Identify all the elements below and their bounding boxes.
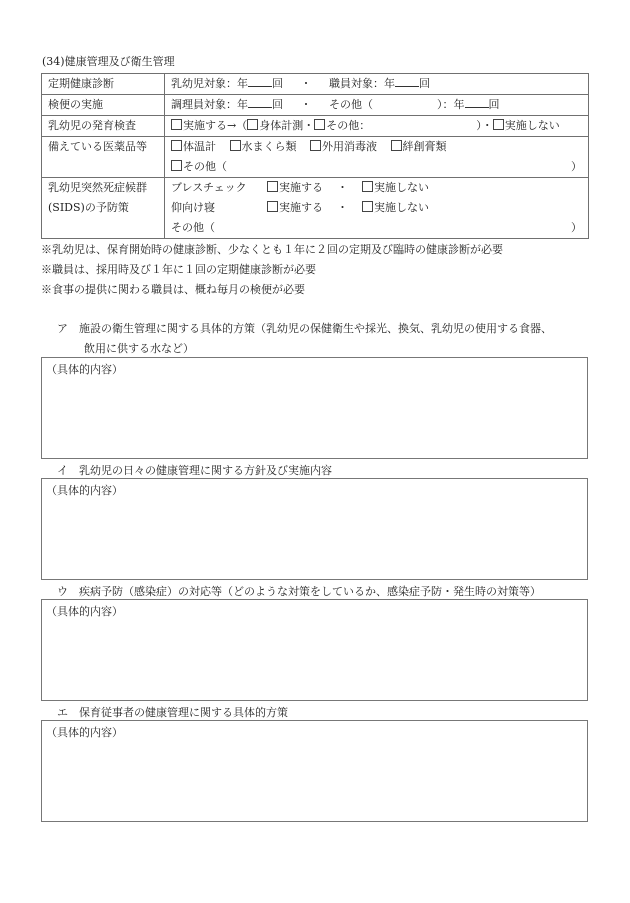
other-stool-count-field[interactable]: [465, 95, 489, 108]
content-box-c[interactable]: [41, 599, 588, 701]
note: ※職員は、採用時及び１年に１回の定期健康診断が必要: [41, 263, 316, 276]
row-value: 実施する→（ 身体計測・ その他： ）・ 実施しない: [165, 116, 589, 137]
checkbox-breath-check-no[interactable]: [362, 181, 373, 192]
checkbox-bandage[interactable]: [391, 140, 402, 151]
placeholder: （具体的内容）: [46, 726, 123, 739]
checkbox-supine-no[interactable]: [362, 201, 373, 212]
infant-checkup-count-field[interactable]: [248, 74, 272, 87]
section-heading-d: エ 保育従事者の健康管理に関する具体的方策: [57, 706, 288, 719]
table-row-sids: [42, 178, 589, 239]
health-management-table: [41, 73, 589, 239]
row-value: 乳幼児対象：年 回 ・ 職員対象：年 回: [165, 74, 589, 95]
staff-checkup-count-field[interactable]: [395, 74, 419, 87]
checkbox-supine-yes[interactable]: [267, 201, 278, 212]
section-heading-c: ウ 疾病予防（感染症）の対応等（どのような対策をしているか、感染症予防・発生時の対策等）: [57, 585, 541, 598]
row-value: ブレスチェック 実施する ・ 実施しない 仰向け寝 実施する ・ 実施しない その他（ ）: [165, 178, 589, 239]
row-label: 検便の実施: [42, 95, 165, 116]
table-row-checkup: [42, 74, 589, 95]
checkbox-other[interactable]: [314, 119, 325, 130]
checkbox-not-implement[interactable]: [493, 119, 504, 130]
checkbox-body-measurement[interactable]: [247, 119, 258, 130]
section-heading-b: イ 乳幼児の日々の健康管理に関する方針及び実施内容: [57, 464, 332, 477]
section-heading-a-cont: 飲用に供する水など）: [84, 342, 194, 355]
row-value: 調理員対象：年 回 ・ その他（ ）：年 回: [165, 95, 589, 116]
checkbox-breath-check-yes[interactable]: [267, 181, 278, 192]
section-title: (34)健康管理及び衛生管理: [42, 55, 175, 68]
checkbox-implement[interactable]: [171, 119, 182, 130]
checkbox-other-supplies[interactable]: [171, 160, 182, 171]
table-row-stool-test: [42, 95, 589, 116]
cook-stool-count-field[interactable]: [248, 95, 272, 108]
checkbox-ice-pillow[interactable]: [230, 140, 241, 151]
table-row-medical-supplies: [42, 137, 589, 178]
section-heading-a: ア 施設の衛生管理に関する具体的方策（乳幼児の保健衛生や採光、換気、乳幼児の使用する食器、: [57, 322, 552, 335]
note: ※食事の提供に関わる職員は、概ね毎月の検便が必要: [41, 283, 305, 296]
table-row-growth-check: [42, 116, 589, 137]
content-box-a[interactable]: [41, 357, 588, 459]
row-label: 乳幼児の発育検査: [42, 116, 165, 137]
checkbox-thermometer[interactable]: [171, 140, 182, 151]
row-value: 体温計 水まくら類 外用消毒液 絆創膏類 その他（ ）: [165, 137, 589, 178]
placeholder: （具体的内容）: [46, 484, 123, 497]
row-label: 乳幼児突然死症候群 (SIDS)の予防策: [42, 178, 165, 239]
row-label: 定期健康診断: [42, 74, 165, 95]
placeholder: （具体的内容）: [46, 363, 123, 376]
checkbox-disinfectant[interactable]: [310, 140, 321, 151]
placeholder: （具体的内容）: [46, 605, 123, 618]
row-label: 備えている医薬品等: [42, 137, 165, 178]
note: ※乳幼児は、保育開始時の健康診断、少なくとも１年に２回の定期及び臨時の健康診断が必要: [41, 243, 503, 256]
content-box-b[interactable]: [41, 478, 588, 580]
content-box-d[interactable]: [41, 720, 588, 822]
